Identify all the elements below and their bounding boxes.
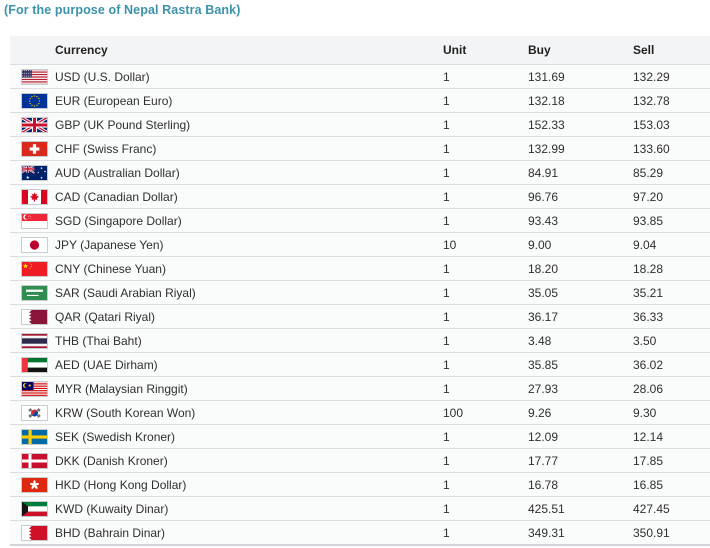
buy-value: 12.09 [518,425,623,449]
sell-value: 16.85 [623,473,710,497]
currency-label: USD (U.S. Dollar) [55,69,150,84]
au-flag-icon [21,165,48,181]
currency-cell [10,185,433,209]
currency-cell [10,281,433,305]
unit-value: 1 [433,329,518,353]
currency-label: THB (Thai Baht) [55,333,142,348]
col-header-currency: Currency [10,36,433,65]
buy-value: 349.31 [518,521,623,546]
sell-value: 132.78 [623,89,710,113]
exchange-rate-table [10,36,710,546]
currency-label: CAD (Canadian Dollar) [55,189,178,204]
table-row [10,113,710,137]
unit-value: 1 [433,497,518,521]
currency-label: KWD (Kuwaity Dinar) [55,501,169,516]
currency-cell [10,329,433,353]
buy-value: 16.78 [518,473,623,497]
unit-value: 1 [433,113,518,137]
table-row [10,329,710,353]
sell-value: 36.33 [623,305,710,329]
currency-label: AED (UAE Dirham) [55,357,158,372]
sell-value: 35.21 [623,281,710,305]
currency-cell [10,449,433,473]
buy-value: 18.20 [518,257,623,281]
currency-cell [10,521,433,546]
sell-value: 9.04 [623,233,710,257]
col-header-buy: Buy [518,36,623,65]
table-row [10,161,710,185]
buy-value: 9.00 [518,233,623,257]
currency-label: SAR (Saudi Arabian Riyal) [55,285,196,300]
fx-table [10,36,710,546]
col-header-sell: Sell [623,36,710,65]
table-header [10,36,710,65]
table-row [10,377,710,401]
bh-flag-icon [21,525,48,541]
sell-value: 3.50 [623,329,710,353]
table-row [10,185,710,209]
table-row [10,305,710,329]
currency-cell [10,257,433,281]
currency-label: AUD (Australian Dollar) [55,165,180,180]
currency-cell [10,377,433,401]
ca-flag-icon [21,189,48,205]
unit-value: 1 [433,281,518,305]
unit-value: 1 [433,377,518,401]
currency-cell [10,425,433,449]
currency-label: KRW (South Korean Won) [55,405,196,420]
currency-label: SGD (Singapore Dollar) [55,213,182,228]
buy-value: 35.05 [518,281,623,305]
buy-value: 36.17 [518,305,623,329]
sell-value: 153.03 [623,113,710,137]
currency-cell [10,65,433,89]
sell-value: 17.85 [623,449,710,473]
currency-cell [10,401,433,425]
buy-value: 84.91 [518,161,623,185]
currency-cell [10,113,433,137]
hk-flag-icon [21,477,48,493]
buy-value: 3.48 [518,329,623,353]
eu-flag-icon [21,93,48,109]
currency-cell [10,209,433,233]
buy-value: 93.43 [518,209,623,233]
table-row [10,401,710,425]
currency-label: SEK (Swedish Kroner) [55,429,176,444]
unit-value: 1 [433,161,518,185]
currency-label: EUR (European Euro) [55,93,173,108]
currency-label: MYR (Malaysian Ringgit) [55,381,188,396]
gb-flag-icon [21,117,48,133]
currency-label: CNY (Chinese Yuan) [55,261,166,276]
unit-value: 1 [433,521,518,546]
unit-value: 1 [433,425,518,449]
th-flag-icon [21,333,48,349]
sell-value: 97.20 [623,185,710,209]
buy-value: 9.26 [518,401,623,425]
kr-flag-icon [21,405,48,421]
buy-value: 131.69 [518,65,623,89]
currency-cell [10,353,433,377]
currency-cell [10,497,433,521]
unit-value: 10 [433,233,518,257]
buy-value: 152.33 [518,113,623,137]
currency-label: GBP (UK Pound Sterling) [55,117,191,132]
us-flag-icon [21,69,48,85]
unit-value: 1 [433,449,518,473]
currency-cell [10,473,433,497]
sell-value: 427.45 [623,497,710,521]
sell-value: 133.60 [623,137,710,161]
currency-cell [10,161,433,185]
table-row [10,257,710,281]
currency-label: CHF (Swiss Franc) [55,141,157,156]
buy-value: 17.77 [518,449,623,473]
currency-label: QAR (Qatari Riyal) [55,309,156,324]
sell-value: 9.30 [623,401,710,425]
table-row [10,497,710,521]
kw-flag-icon [21,501,48,517]
dk-flag-icon [21,453,48,469]
qa-flag-icon [21,309,48,325]
currency-label: BHD (Bahrain Dinar) [55,525,166,540]
buy-value: 425.51 [518,497,623,521]
table-row [10,425,710,449]
cn-flag-icon [21,261,48,277]
table-row [10,449,710,473]
buy-value: 27.93 [518,377,623,401]
buy-value: 35.85 [518,353,623,377]
my-flag-icon [21,381,48,397]
table-row [10,473,710,497]
buy-value: 132.18 [518,89,623,113]
currency-label: HKD (Hong Kong Dollar) [55,477,187,492]
page-subtitle: (For the purpose of Nepal Rastra Bank) [4,3,241,17]
sell-value: 28.06 [623,377,710,401]
table-row [10,89,710,113]
ae-flag-icon [21,357,48,373]
unit-value: 1 [433,89,518,113]
sell-value: 350.91 [623,521,710,546]
unit-value: 1 [433,353,518,377]
table-row [10,521,710,546]
se-flag-icon [21,429,48,445]
sell-value: 12.14 [623,425,710,449]
unit-value: 100 [433,401,518,425]
unit-value: 1 [433,65,518,89]
col-header-unit: Unit [433,36,518,65]
unit-value: 1 [433,185,518,209]
table-body [10,65,710,546]
unit-value: 1 [433,305,518,329]
currency-cell [10,89,433,113]
sell-value: 132.29 [623,65,710,89]
sg-flag-icon [21,213,48,229]
unit-value: 1 [433,209,518,233]
currency-label: JPY (Japanese Yen) [55,237,164,252]
table-row [10,137,710,161]
table-row [10,281,710,305]
sell-value: 18.28 [623,257,710,281]
sell-value: 36.02 [623,353,710,377]
unit-value: 1 [433,473,518,497]
unit-value: 1 [433,257,518,281]
unit-value: 1 [433,137,518,161]
buy-value: 132.99 [518,137,623,161]
buy-value: 96.76 [518,185,623,209]
table-row [10,233,710,257]
ch-flag-icon [21,141,48,157]
table-row [10,209,710,233]
currency-cell [10,137,433,161]
sell-value: 93.85 [623,209,710,233]
currency-label: DKK (Danish Kroner) [55,453,168,468]
currency-cell [10,233,433,257]
table-row [10,353,710,377]
sell-value: 85.29 [623,161,710,185]
currency-cell [10,305,433,329]
sa-flag-icon [21,285,48,301]
jp-flag-icon [21,237,48,253]
table-row [10,65,710,89]
